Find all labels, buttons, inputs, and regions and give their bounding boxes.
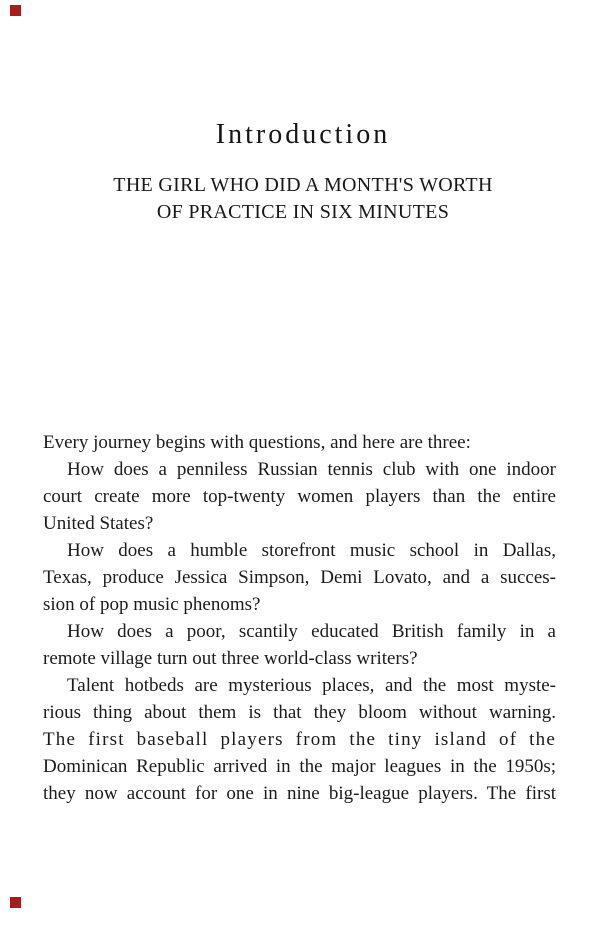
text-line: sion of pop music phenoms? bbox=[43, 594, 261, 615]
text-line: Every journey begins with questions, and here are three: bbox=[43, 432, 471, 453]
text-line: How does a humble storefront music school in Dallas, bbox=[67, 540, 556, 561]
text-line: Talent hotbeds are mysterious places, and the most myste- bbox=[67, 675, 556, 696]
red-marker-top bbox=[10, 5, 21, 16]
chapter-title: Introduction bbox=[215, 119, 391, 150]
body-text bbox=[43, 429, 556, 807]
text-line: Dominican Republic arrived in the major leagues in the 1950s; bbox=[43, 756, 556, 777]
text-line: they now account for one in nine big-league players. The first bbox=[43, 783, 556, 804]
text-line: How does a penniless Russian tennis club with one indoor bbox=[67, 459, 556, 480]
text-line: rious thing about them is that they bloom without warning. bbox=[43, 702, 556, 723]
text-line: remote village turn out three world-class writers? bbox=[43, 648, 418, 669]
text-line: Texas, produce Jessica Simpson, Demi Lovato, and a succes- bbox=[43, 567, 556, 588]
red-marker-bottom bbox=[10, 897, 21, 908]
text-line: How does a poor, scantily educated British family in a bbox=[67, 621, 556, 642]
text-line: court create more top-twenty women players than the entire bbox=[43, 486, 556, 507]
text-line: The first baseball players from the tiny island of the bbox=[43, 729, 556, 750]
subtitle-line-2: OF PRACTICE IN SIX MINUTES bbox=[156, 201, 450, 223]
subtitle-line-1: THE GIRL WHO DID A MONTH'S WORTH bbox=[113, 174, 493, 196]
chapter-subtitle bbox=[0, 172, 606, 226]
text-line: United States? bbox=[43, 513, 154, 534]
